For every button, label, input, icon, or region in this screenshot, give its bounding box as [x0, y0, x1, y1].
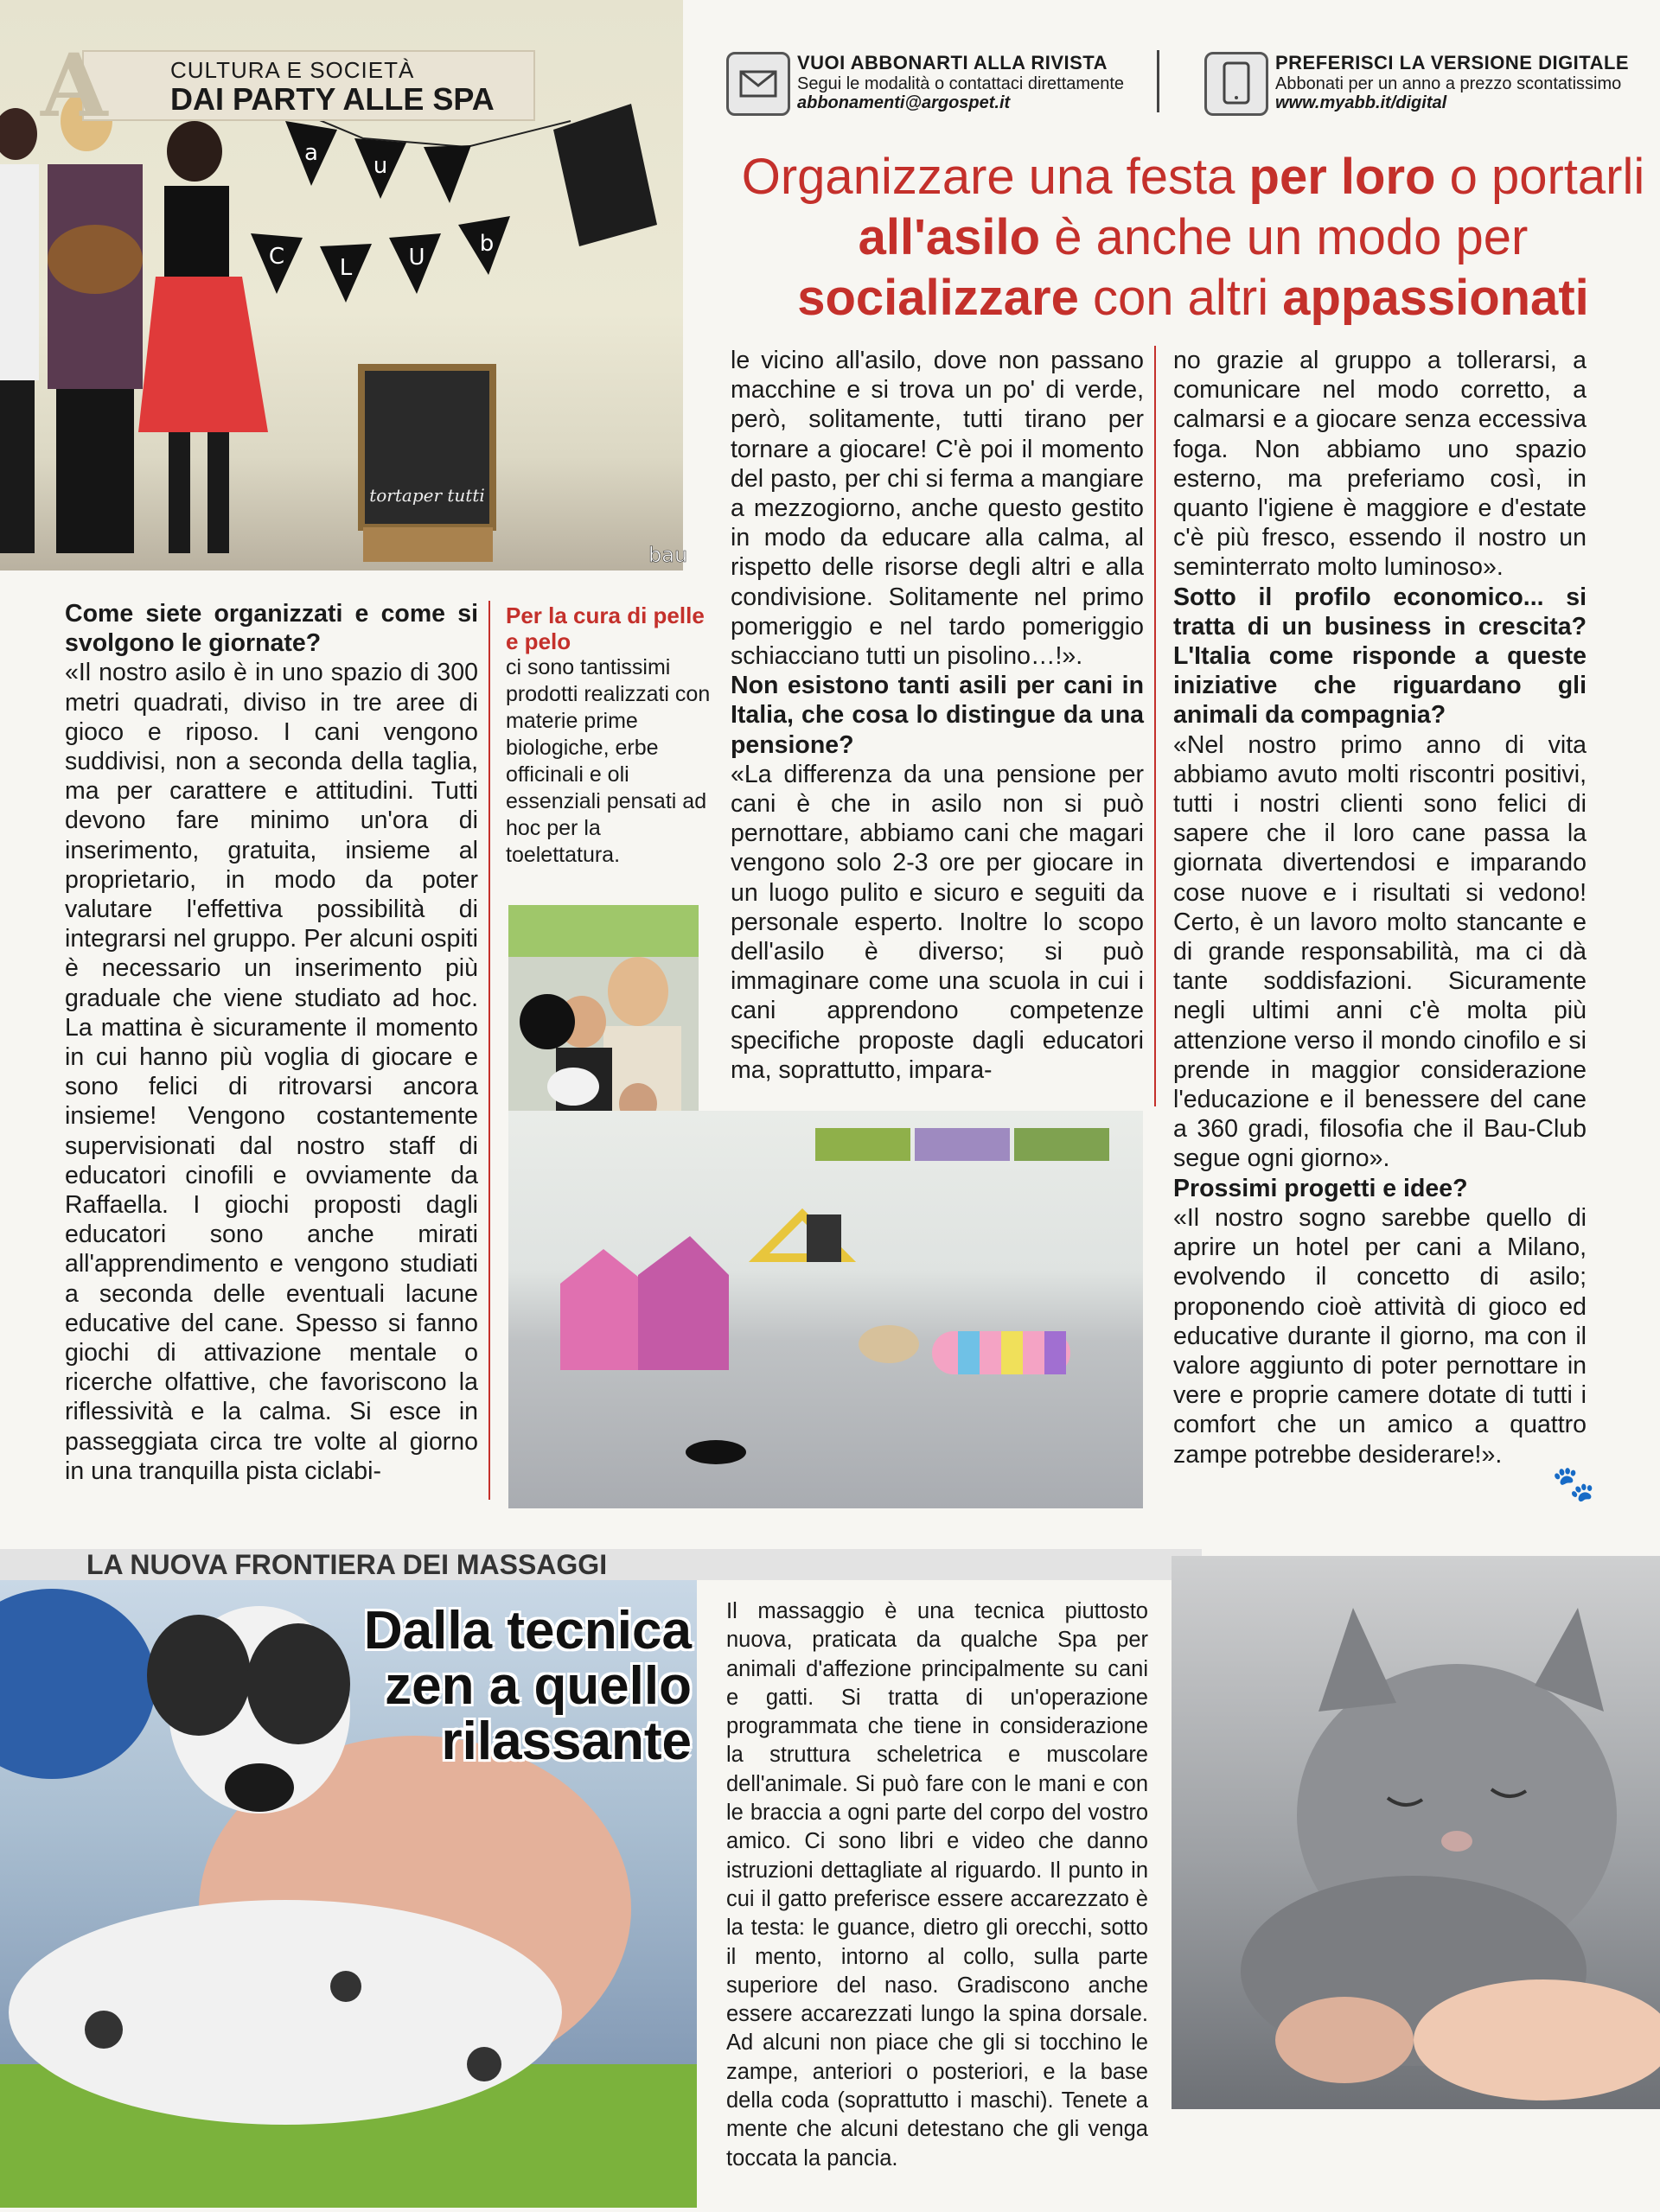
- subscribe-promo[interactable]: [726, 50, 1150, 116]
- banner-letter-1: a: [304, 140, 318, 166]
- section-line1: CULTURA E SOCIETÀ: [170, 57, 415, 83]
- section-logo-icon: A: [41, 35, 108, 137]
- col3-question1: Sotto il profilo economico... si tratta di un business in crescita? L'Italia come risponde a queste iniziative che riguardano gli animali da compagnia?: [1173, 583, 1587, 730]
- sidebar-box: [506, 602, 713, 869]
- massage-text: Il massaggio è una tecnica piuttosto nuova, praticata da qualche Spa per animali d'affezione principalmente su cani e gatti. Si tratta di un'operazione programmata che tiene in considerazione la struttura scheletrica e muscolare dell'animale. Si può fare con le mani e con le braccia a ogni parte del corpo del vostro amico. Ci sono libri e video che danno istruzioni dettagliate al riguardo. Il punto in cui il gatto preferisce essere accarezzato è la testa: le guance, dietro gli orecchi, sotto il mento, intorno al collo, sulla parte superiore del naso. Gradiscono anche essere accarezzati lungo la spina dorsale. Ad alcuni non piace che gli si tocchino le zampe, anteriori o posteriori, e la base della coda (soprattutto i maschi). Tenete a mente che alcuni detestano che gli venga toccata la pancia.: [726, 1599, 1148, 2171]
- massage-title: Dalla tecnica zen a quello rilassante: [363, 1601, 692, 1771]
- column-separator-1: [488, 601, 490, 1500]
- banner-letter-3: C: [268, 244, 285, 270]
- col3-paragraph1: no grazie al gruppo a tollerarsi, a comunicare nel modo corretto, a calmarsi e a giocare senza eccessiva foga. Non abbiamo uno spazio esterno, ma preferiamo così, in quanto l'igiene è maggiore e d'estate c'è più fresco, essendo il nostro un seminterrato molto luminoso».: [1173, 347, 1587, 582]
- col3-answer2: «Il nostro sogno sarebbe quello di aprire un hotel per cani a Milano, evolvendo il concetto di asilo; proponendo cioè attività di gioco ed educative durante il giorno, ma con il valore aggiunto di poter pernottare in vere e proprie camere dotate di tutti i comfort che un amico a quattro zampe potrebbe desiderare!».: [1173, 1203, 1587, 1469]
- chalkboard-text: tortaper tutti: [369, 485, 485, 506]
- column-3: [1173, 346, 1587, 1469]
- col1-answer: «Il nostro asilo è in uno spazio di 300 metri quadrati, diviso in tre aree di gioco e riposo. I cani vengono suddivisi, non a seconda della taglia, ma per carattere e attitudini. Tutti devono fare minimo un'ora di inserimento, gratuita, insieme al proprietario, in modo da poter valutare l'effettiva possibilità di integrarsi nel gruppo. Per alcuni ospiti è necessario un inserimento più graduale che viene studiato ad hoc. La mattina è sicuramente il momento in cui hanno più voglia di giocare e sono felici di ritrovarsi ancora insieme! Vengono costantemente supervisionati dal nostro staff di educatori cinofili e ovviamente da Raffaella. I giochi proposti dagli educatori sono anche mirati all'apprendimento e vengono studiati a seconda delle eventuali lacune educative del cane. Spesso si fanno giochi di attivazione mentale o ricerche olfattive, che favoriscono la riflessività e la calma. Si esce in passeggiata circa tre volte al giorno in una tranquilla pista ciclabi-: [65, 659, 478, 1485]
- daycare-room-photo: [508, 1111, 1143, 1508]
- promo-divider: [1157, 50, 1159, 112]
- column-2: [731, 346, 1144, 1085]
- headline-bold1: per loro: [1248, 149, 1436, 205]
- column-separator-2: [1154, 346, 1156, 1106]
- col2-answer: «La differenza da una pensione per cani è che in asilo non si può pernottare, abbiamo cani che magari vengono solo 2-3 ore per giocare in un luogo pulito e sicuro e seguiti da personale esperto. Inoltre lo scopo dell'asilo è diverso; si può immaginare come una scuola in cui i cani apprendono competenze specifiche proposte dagli educatori ma, soprattutto, impara-: [731, 760, 1144, 1084]
- digital-title: PREFERISCI LA VERSIONE DIGITALE: [1275, 52, 1630, 73]
- headline-part4: con altri: [1078, 270, 1283, 326]
- massage-kicker: LA NUOVA FRONTIERA DEI MASSAGGI: [69, 1549, 624, 1580]
- col1-question: Come siete organizzati e come si svolgono le giornate?: [65, 600, 478, 658]
- digital-url[interactable]: www.myabb.it/digital: [1275, 93, 1447, 112]
- banner-letter-5: U: [408, 245, 425, 271]
- col3-answer1: «Nel nostro primo anno di vita abbiamo avuto molti riscontri positivi, tutti i nostri clienti sono felici di sapere che il loro cane passa la giornata divertendosi e imparando cose nuove e i risultati si vedono! Certo, è un lavoro molto stancante e di grande responsabilità, ma ci dà tante soddisfazioni. Sicuramente negli ultimi anni c'è molta più attenzione verso il mondo cinofilo e si prende in maggior considerazione l'educazione e il benessere del cane a 360 gradi, filosofia che il Bau-Club segue ogni giorno».: [1173, 730, 1587, 1173]
- col3-question2: Prossimi progetti e idee?: [1173, 1174, 1468, 1202]
- col2-paragraph1: le vicino all'asilo, dove non passano macchine e si trova un po' di verde, però, solitamente, tutti tirano per tornare a giocare! C'è poi il momento del pasto, per chi si ferma a mangiare a mezzogiorno, anche questo gestito in modo da educare alla calma, al rispetto delle risorse degli altri e alla condivisione. Solitamente nel primo pomeriggio e nel tardo pomeriggio schiacciano tutti un pisolino…!».: [731, 347, 1144, 671]
- subscribe-line1: Segui le modalità o contattaci direttamente: [797, 74, 1124, 93]
- pull-quote-headline: [726, 147, 1660, 328]
- headline-bold3: socializzare: [797, 270, 1079, 326]
- bau-logo: bau: [648, 543, 688, 567]
- paw-icon: 🐾: [1552, 1465, 1595, 1503]
- banner-letter-6: b: [479, 231, 495, 257]
- headline-part1: Organizzare una festa: [741, 149, 1249, 205]
- headline-part2: o portarli: [1435, 149, 1645, 205]
- subscribe-email[interactable]: abbonamenti@argospet.it: [797, 93, 1011, 112]
- tablet-icon: [1204, 52, 1268, 116]
- cat-massage-photo: [1172, 1556, 1660, 2109]
- section-line2: DAI PARTY ALLE SPA: [170, 81, 495, 117]
- headline-bold2: all'asilo: [858, 209, 1041, 265]
- digital-promo[interactable]: [1204, 50, 1654, 116]
- column-1: [65, 599, 478, 1486]
- banner-letter-2: u: [373, 153, 388, 179]
- digital-line1: Abbonati per un anno a prezzo scontatissimo: [1275, 74, 1622, 93]
- sidebar-body: ci sono tantissimi prodotti realizzati con materie prime biologiche, erbe officinali e oli essenziali pensati ad hoc per la toelettatura.: [506, 655, 711, 867]
- sidebar-title: Per la cura di pelle e pelo: [506, 602, 705, 654]
- subscribe-title: VUOI ABBONARTI ALLA RIVISTA: [797, 52, 1108, 73]
- col2-question: Non esistono tanti asili per cani in Italia, che cosa lo distingue da una pensione?: [731, 672, 1144, 759]
- section-tag: [41, 35, 535, 137]
- party-photo: [0, 0, 688, 571]
- headline-bold4: appassionati: [1282, 270, 1589, 326]
- banner-letter-4: L: [339, 255, 353, 281]
- envelope-icon: [726, 52, 790, 116]
- headline-part3: è anche un modo per: [1040, 209, 1529, 265]
